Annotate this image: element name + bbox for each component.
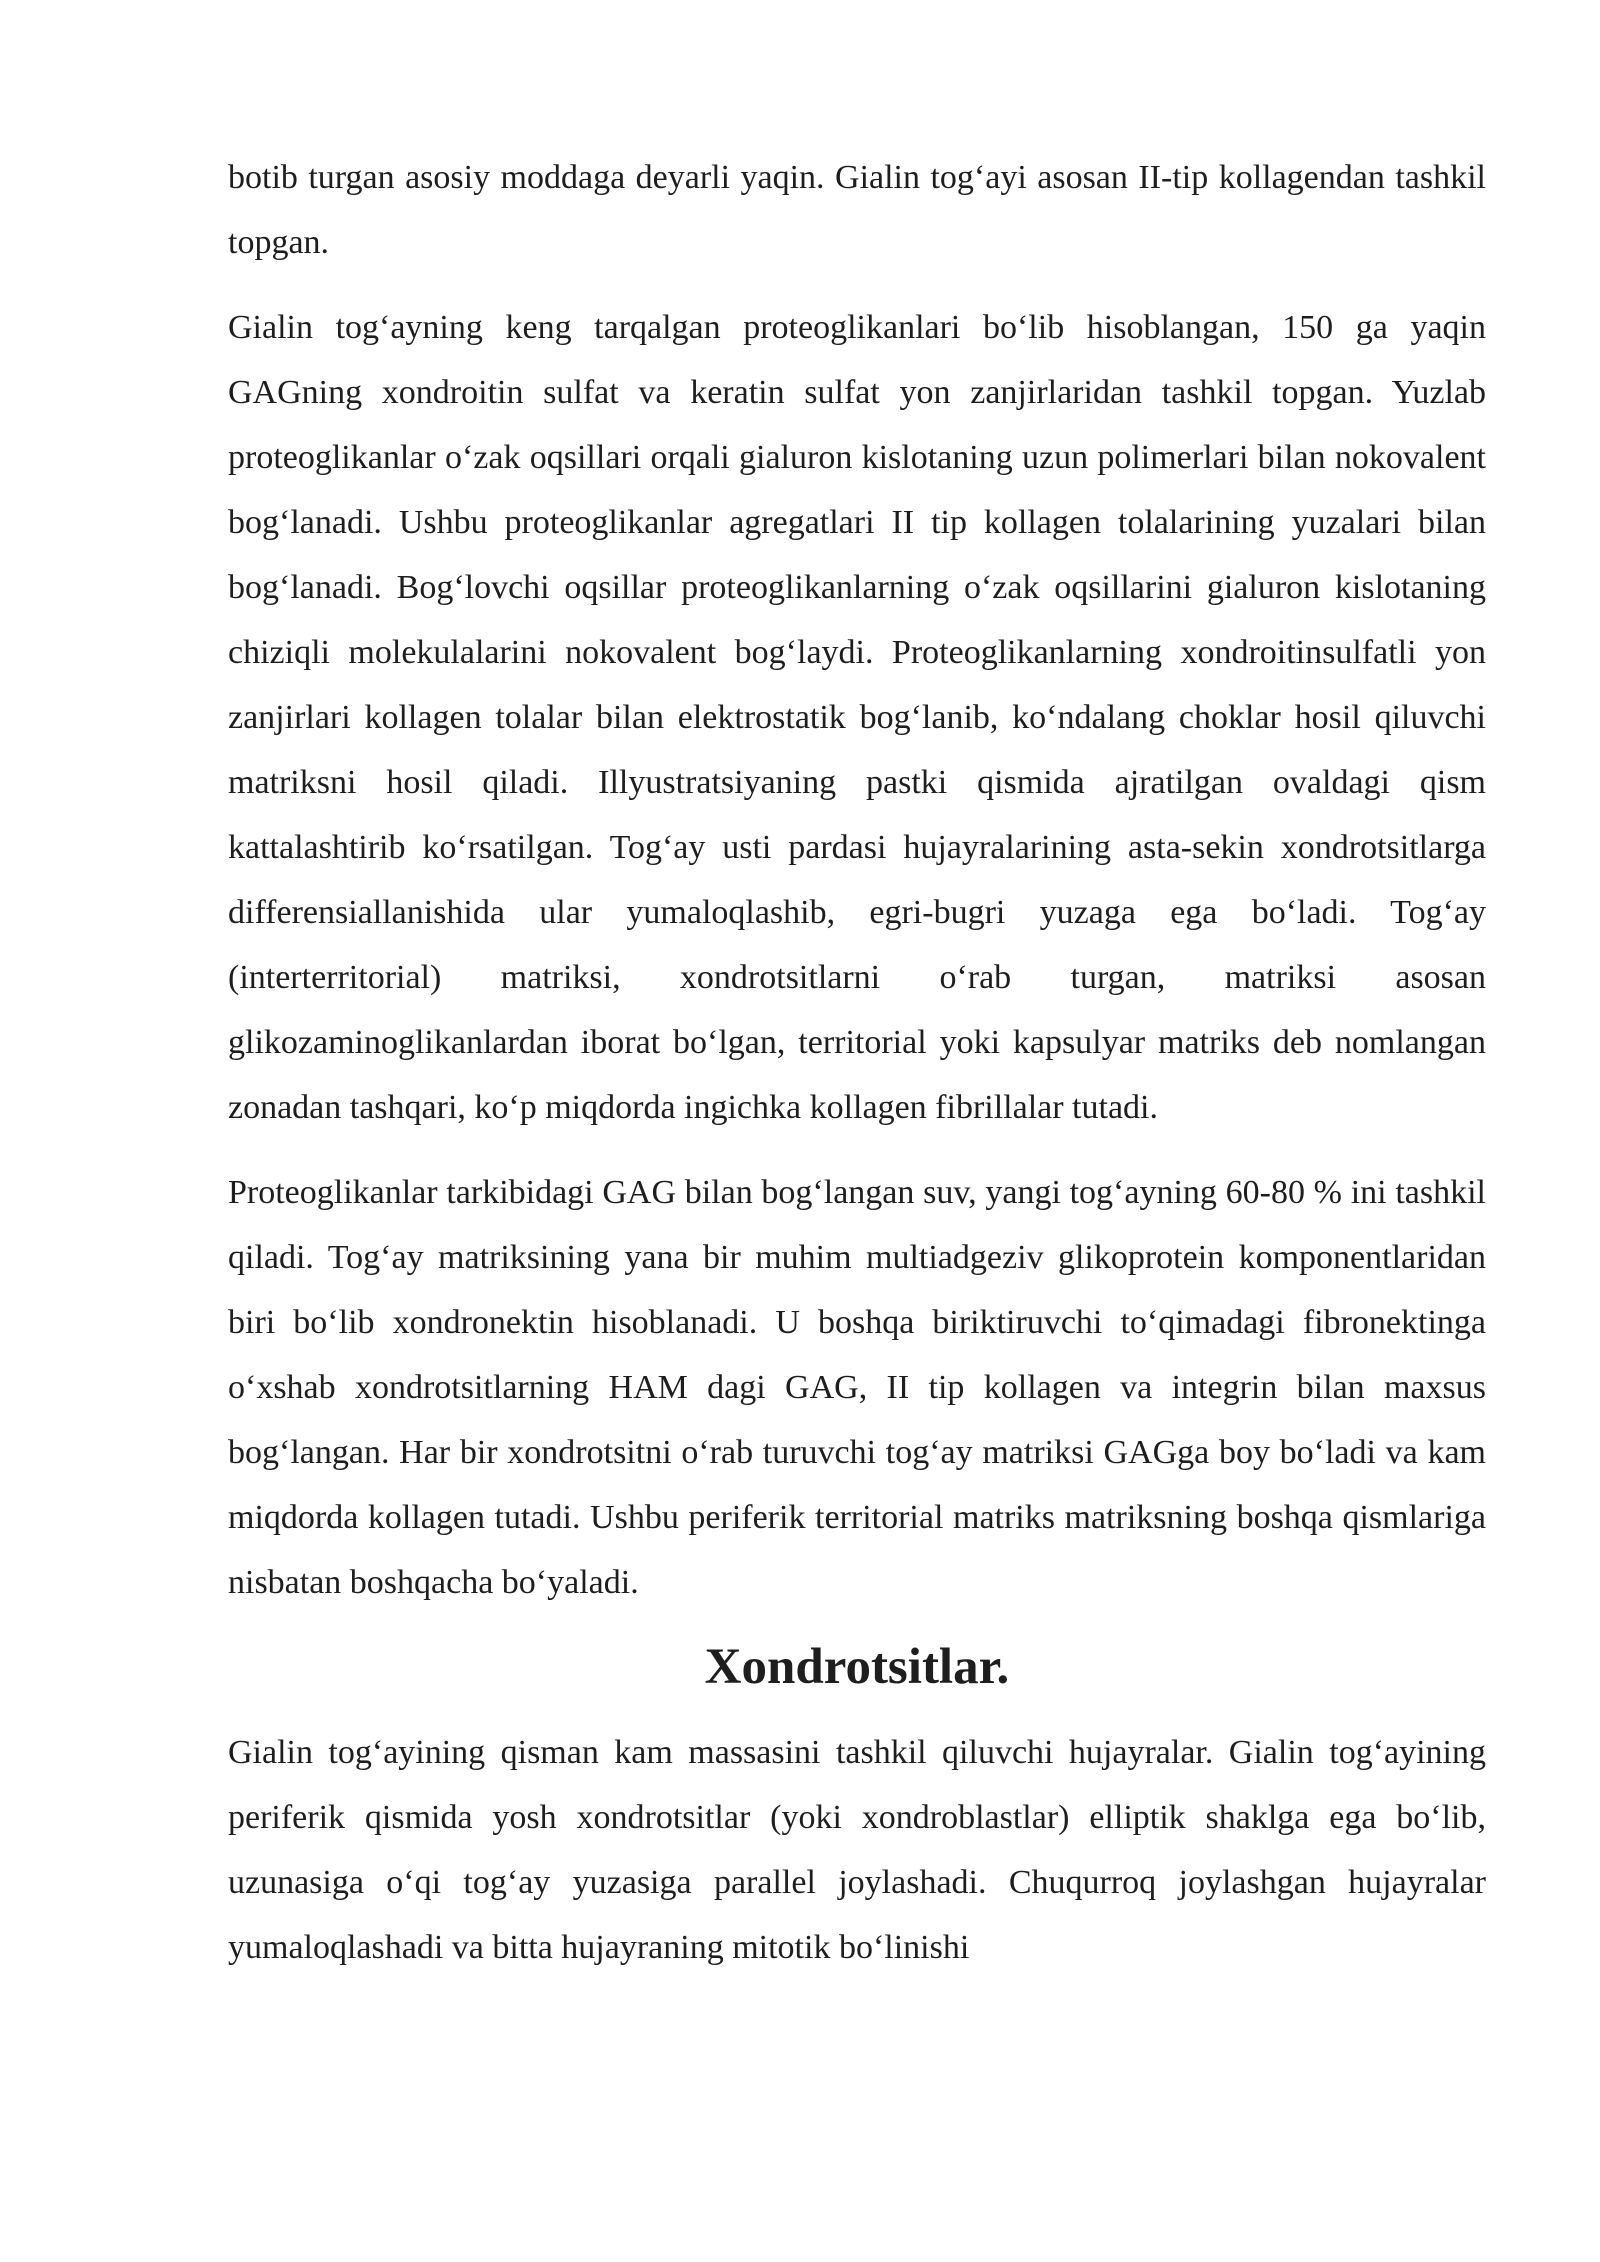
document-page — [228, 145, 1486, 2000]
paragraph-proteoglycans: Gialin tog‘ayning keng tarqalgan proteoglikanlari bo‘lib hisoblangan, 150 ga yaqin GAGning xondroitin sulfat va keratin sulfat yon zanjirlaridan tashkil topgan. Yuzlab proteoglikanlar o‘zak oqsillari orqali gialuron kislotaning uzun polimerlari bilan nokovalent bog‘lanadi. Ushbu proteoglikanlar agregatlari II tip kollagen tolalarining yuzalari bilan bog‘lanadi. Bog‘lovchi oqsillar proteoglikanlarning o‘zak oqsillarini gialuron kislotaning chiziqli molekulalarini nokovalent bog‘laydi. Proteoglikanlarning xondroitinsulfatli yon zanjirlari kollagen tolalar bilan elektrostatik bog‘lanib, ko‘ndalang choklar hosil qiluvchi matriksni hosil qiladi. Illyustratsiyaning pastki qismida ajratilgan ovaldagi qism kattalashtirib ko‘rsatilgan. Tog‘ay usti pardasi hujayralarining asta-sekin xondrotsitlarga differensiallanishida ular yumaloqlashib, egri-bugri yuzaga ega bo‘ladi. Tog‘ay (interterritorial) matriksi, xondrotsitlarni o‘rab turgan, matriksi asosan glikozaminoglikanlardan iborat bo‘lgan, territorial yoki kapsulyar matriks deb nomlangan zonadan tashqari, ko‘p miqdorda ingichka kollagen fibrillalar tutadi. — [228, 309, 1486, 1126]
paragraph-gag-water: Proteoglikanlar tarkibidagi GAG bilan bog‘langan suv, yangi tog‘ayning 60-80 % ini tashkil qiladi. Tog‘ay matriksining yana bir muhim multiadgeziv glikoprotein komponentlaridan biri bo‘lib xondronektin hisoblanadi. U boshqa biriktiruvchi to‘qimadagi fibronektinga o‘xshab xondrotsitlarning HAM dagi GAG, II tip kollagen va integrin bilan maxsus bog‘langan. Har bir xondrotsitni o‘rab turuvchi tog‘ay matriksi GAGga boy bo‘ladi va kam miqdorda kollagen tutadi. Ushbu periferik territorial matriks matriksning boshqa qismlariga nisbatan boshqacha bo‘yaladi. — [228, 1174, 1486, 1601]
paragraph-chondrocytes: Gialin tog‘ayining qisman kam massasini tashkil qiluvchi hujayralar. Gialin tog‘ayining periferik qismida yosh xondrotsitlar (yoki xondroblastlar) elliptik shaklga ega bo‘lib, uzunasiga o‘qi tog‘ay yuzasiga parallel joylashadi. Chuqurroq joylashgan hujayralar yumaloqlashadi va bitta hujayraning mitotik bo‘linishi — [228, 1734, 1486, 1966]
section-heading: Xondrotsitlar. — [704, 1639, 1010, 1695]
paragraph-continuation: botib turgan asosiy moddaga deyarli yaqin. Gialin tog‘ayi asosan II-tip kollagendan tashkil topgan. — [228, 159, 1486, 261]
